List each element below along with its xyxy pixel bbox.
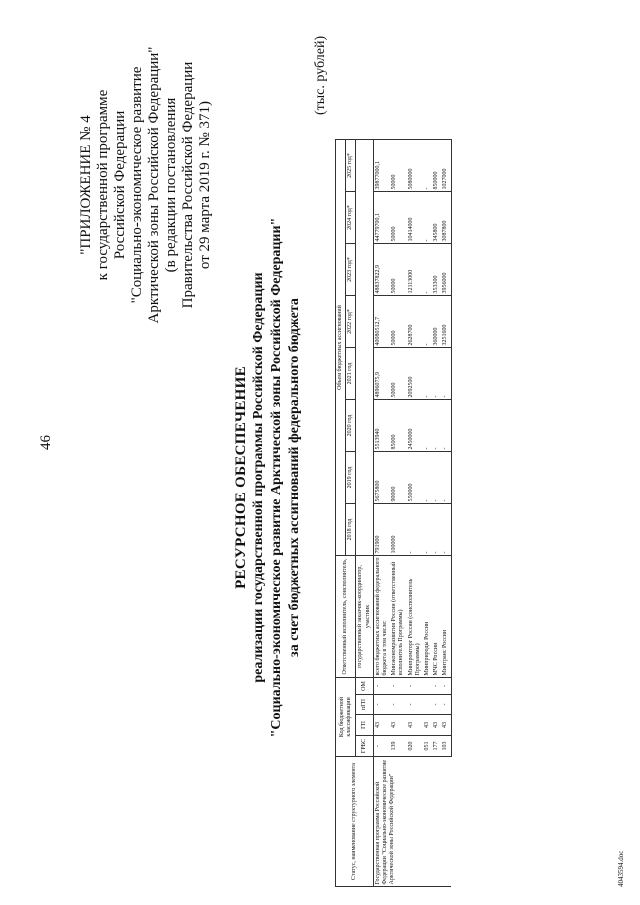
value-cell: 2092500: [407, 348, 423, 400]
value-cell: 1027000: [441, 140, 451, 192]
value-cell: -: [441, 348, 451, 400]
value-cell: -: [423, 400, 432, 452]
pgp-cell: [423, 695, 432, 715]
header-year: 2025 год*: [346, 140, 356, 192]
value-cell: 40080512,7: [373, 296, 390, 348]
executor-cell: МЧС России: [432, 556, 441, 678]
header-status: Статус, наименование структурного элемента: [336, 757, 374, 887]
gp-cell: 43: [432, 715, 441, 736]
grbs-cell: 020: [407, 736, 423, 757]
value-cell: -: [432, 400, 441, 452]
pgp-cell: -: [441, 695, 451, 715]
value-cell: 345800: [432, 192, 441, 244]
title-heading: РЕСУРСНОЕ ОБЕСПЕЧЕНИЕ: [233, 366, 249, 589]
value-cell: -: [432, 504, 441, 556]
appendix-line: к государственной программе: [95, 89, 111, 281]
header-executor: государственный заказчик-координатор, участник: [356, 556, 373, 678]
value-cell: 50000: [390, 296, 406, 348]
document-filename: 4043594.doc: [617, 850, 625, 887]
value-cell: -: [423, 504, 432, 556]
value-cell: 90000: [390, 452, 406, 504]
grbs-cell: 177: [432, 736, 441, 757]
value-cell: 360000: [432, 296, 441, 348]
value-cell: 44779700,1: [373, 192, 390, 244]
value-cell: 550000: [407, 452, 423, 504]
document-title: [232, 110, 304, 845]
value-cell: -: [407, 504, 423, 556]
value-cell: -: [441, 504, 451, 556]
header-om: ОМ: [356, 678, 373, 695]
value-cell: 3251600: [441, 296, 451, 348]
om-cell: -: [407, 678, 423, 695]
value-cell: 5080000: [407, 140, 423, 192]
value-cell: 39877000,1: [373, 140, 390, 192]
value-cell: 850000: [432, 140, 441, 192]
value-cell: 3956000: [441, 244, 451, 296]
value-cell: 50000: [390, 140, 406, 192]
value-cell: -: [423, 296, 432, 348]
header-year: 2020 год: [346, 400, 356, 452]
pgp-cell: -: [390, 695, 406, 715]
value-cell: -: [432, 348, 441, 400]
page-number: 46: [38, 435, 54, 450]
pgp-cell: -: [432, 695, 441, 715]
value-cell: -: [423, 348, 432, 400]
header-grbs: ГРБС: [356, 736, 373, 757]
value-cell: 5675800: [373, 452, 390, 504]
header-budget-code: Код бюджетной классификации: [336, 678, 356, 757]
executor-cell: Минэкономразвития России (ответственный исполнитель Программы): [390, 556, 406, 678]
om-cell: -: [432, 678, 441, 695]
appendix-line: Российской Федерации: [112, 110, 128, 260]
header-year: 2021 год: [346, 348, 356, 400]
title-line: за счет бюджетных ассигнований федерального бюджета: [287, 298, 302, 657]
header-year: 2019 год: [346, 452, 356, 504]
value-cell: 100000: [390, 504, 406, 556]
header-volume: Объем бюджетных ассигнований: [336, 140, 346, 556]
gp-cell: 43: [423, 715, 432, 736]
gp-cell: 43: [441, 715, 451, 736]
appendix-line: Правительства Российской Федерации: [180, 61, 196, 309]
om-cell: -: [441, 678, 451, 695]
value-cell: -: [423, 244, 432, 296]
header-years-spacer: [356, 140, 373, 556]
value-cell: 353300: [432, 244, 441, 296]
value-cell: 3087800: [441, 192, 451, 244]
appendix-line: Арктической зоны Российской Федерации": [146, 46, 162, 324]
value-cell: 48837822,9: [373, 244, 390, 296]
value-cell: -: [423, 452, 432, 504]
value-cell: 2450000: [407, 400, 423, 452]
value-cell: 4896075,9: [373, 348, 390, 400]
grbs-cell: 103: [441, 736, 451, 757]
value-cell: 12113000: [407, 244, 423, 296]
appendix-line: (в редакции постановления: [163, 97, 179, 273]
gp-cell: 43: [390, 715, 406, 736]
appendix-line: "ПРИЛОЖЕНИЕ № 4: [78, 115, 94, 255]
title-line: реализации государственной программы Российской Федерации: [251, 272, 266, 683]
table-row: [373, 140, 390, 887]
pgp-cell: -: [373, 695, 390, 715]
om-cell: [423, 678, 432, 695]
value-cell: 10414000: [407, 192, 423, 244]
value-cell: -: [441, 400, 451, 452]
value-cell: 791900: [373, 504, 390, 556]
value-cell: -: [423, 140, 432, 192]
grbs-cell: -: [373, 736, 390, 757]
value-cell: -: [432, 452, 441, 504]
title-line: "Социально-экономическое развитие Арктической зоны Российской Федерации": [269, 217, 284, 738]
appendix-line: от 29 марта 2019 г. № 371): [197, 100, 213, 270]
value-cell: -: [423, 192, 432, 244]
value-cell: 85000: [390, 400, 406, 452]
executor-cell: всего бюджетных ассигнований федерального бюджета в том числе:: [373, 556, 390, 678]
executor-cell: Минприроды России: [423, 556, 432, 678]
value-cell: 50000: [390, 348, 406, 400]
grbs-cell: 139: [390, 736, 406, 757]
value-cell: 50000: [390, 244, 406, 296]
executor-cell: Минтранс России: [441, 556, 451, 678]
header-year: 2018 год: [346, 504, 356, 556]
appendix-line: "Социально-экономическое развитие: [129, 66, 145, 304]
value-cell: 5513940: [373, 400, 390, 452]
header-executor-group: Ответственный исполнитель, соисполнитель,: [336, 556, 356, 678]
value-cell: 2628700: [407, 296, 423, 348]
header-pgp: пГП: [356, 695, 373, 715]
pgp-cell: -: [407, 695, 423, 715]
header-year: 2022 год*: [346, 296, 356, 348]
gp-cell: 43: [373, 715, 390, 736]
om-cell: -: [373, 678, 390, 695]
executor-cell: Минпромторг России (соисполнитель Программы): [407, 556, 423, 678]
header-year: 2024 год*: [346, 192, 356, 244]
header-gp: ГП: [356, 715, 373, 736]
om-cell: -: [390, 678, 406, 695]
value-cell: -: [441, 452, 451, 504]
status-cell: Государственная программа Российской Федерации "Социально-экономическое развитие Арктической зоны Российской Федерации": [373, 757, 451, 887]
grbs-cell: 051: [423, 736, 432, 757]
resource-table: [335, 139, 452, 887]
header-year: 2023 год*: [346, 244, 356, 296]
appendix-header: [78, 5, 214, 365]
value-cell: 50000: [390, 192, 406, 244]
gp-cell: 43: [407, 715, 423, 736]
unit-label: (тыс. рублей): [313, 35, 328, 115]
